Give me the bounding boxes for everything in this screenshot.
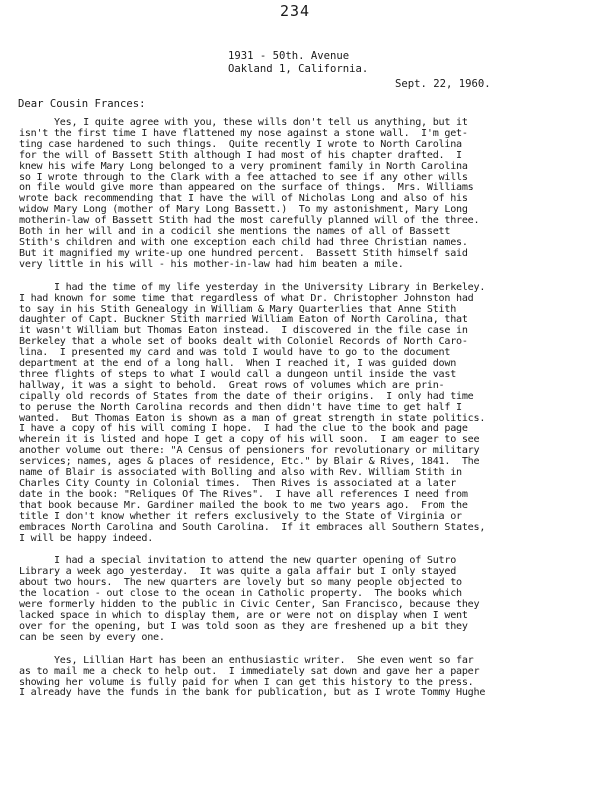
- text-line: title I don't know whether it refers exclusively to the State of Virginia or: [19, 510, 462, 522]
- text-line: motherin-law of Bassett Stith had the most carefully planned will of the three.: [19, 215, 480, 227]
- text-line: on file would give more than appeared on the surface of things. Mrs. Williams: [19, 182, 474, 194]
- text-line: Stith's children and with one exception each child had three Christian names.: [19, 236, 468, 248]
- text-line: showing her volume is fully paid for when I can get this history to the press.: [19, 676, 474, 688]
- text-line: it wasn't William but Thomas Eaton instead. I discovered in the file case in: [19, 325, 468, 337]
- text-line: embraces North Carolina and South Carolina. If it embraces all Southern States,: [19, 521, 486, 533]
- text-line: for the will of Bassett Stith although I had most of his chapter drafted. I: [19, 149, 462, 161]
- text-line: over for the opening, but I was told soon as they are freshened up a bit they: [19, 620, 468, 632]
- text-line: lacked space in which to display them, are or were not on display when I went: [19, 609, 468, 621]
- text-line: services; names, ages & places of residence, Etc." by Blair & Rives, 1841. The: [19, 456, 480, 468]
- paragraph: [19, 118, 604, 271]
- text-line: wrote back recommending that I have the will of Nicholas Long and also of his: [19, 193, 468, 205]
- text-line: I have a copy of his will coming I hope. I had the clue to the book and page: [19, 423, 468, 435]
- text-line: lina. I presented my card and was told I would have to go to the document: [19, 347, 451, 359]
- text-line: isn't the first time I have flattened my nose against a stone wall. I'm get-: [19, 127, 468, 139]
- text-line: wherein it is listed and hope I get a copy of his will soon. I am eager to see: [19, 434, 480, 446]
- text-line: as to mail me a check to help out. I immediately sat down and gave her a paper: [19, 665, 480, 677]
- text-line: another volume out there: "A Census of pensioners for revolutionary or military: [19, 445, 480, 457]
- text-line: Yes, I quite agree with you, these wills don't tell us anything, but it: [19, 117, 468, 128]
- text-line: Berkeley that a whole set of books dealt with Coloniel Records of North Caro-: [19, 336, 468, 348]
- text-line: cipally old records of States from the date of their origins. I only had time: [19, 390, 474, 402]
- text-line: date in the book: "Reliques Of The Rives". I have all references I need from: [19, 488, 468, 500]
- text-line: so I wrote through to the Clark with a fee attached to see if any other wills: [19, 171, 468, 183]
- text-line: Charles City County in Colonial times. Then Rives is associated at a later: [19, 478, 457, 489]
- text-line: Library a week ago yesterday. It was quite a gala affair but I only stayed: [19, 566, 457, 578]
- address-line-2: Oakland 1, California.: [228, 63, 369, 75]
- text-line: very little in his will - his mother-in-law had him beaten a mile.: [19, 258, 404, 270]
- text-line: Both in her will and in a codicil she mentions the names of all of Bassett: [19, 226, 451, 238]
- salutation: Dear Cousin Frances:: [18, 98, 146, 110]
- text-line: I had a special invitation to attend the new quarter opening of Sutro: [19, 555, 457, 567]
- sender-address: [228, 50, 368, 76]
- text-line: about two hours. The new quarters are lovely but so many people objected to: [19, 577, 462, 589]
- page-number: 234: [280, 2, 311, 20]
- text-line: Yes, Lillian Hart has been an enthusiastic writer. She even went so far: [19, 654, 474, 666]
- text-line: I had the time of my life yesterday in the University Library in Berkeley.: [19, 281, 486, 293]
- text-line: the location - out close to the ocean in Catholic property. The books which: [19, 588, 462, 600]
- text-line: daughter of Capt. Buckner Stith married William Eaton of North Carolina, that: [19, 314, 468, 326]
- text-line: widow Mary Long (mother of Mary Long Bassett.) To my astonishment, Mary Long: [19, 204, 468, 216]
- paragraph: [19, 556, 604, 643]
- text-line: wanted. But Thomas Eaton is shown as a man of great strength in state politics.: [19, 412, 486, 424]
- address-line-1: 1931 - 50th. Avenue: [228, 50, 350, 62]
- text-line: department at the end of a long hall. When I reached it, I was guided down: [19, 358, 457, 370]
- paragraph: [19, 656, 604, 700]
- text-line: to say in his Stith Genealogy in William & Mary Quarterlies that Anne Stith: [19, 303, 457, 315]
- text-line: three flights of steps to what I would call a dungeon until inside the vast: [19, 368, 457, 380]
- text-line: I will be happy indeed.: [19, 532, 154, 544]
- text-line: that book because Mr. Gardiner mailed the book to me two years ago. From the: [19, 499, 468, 511]
- letter-date: Sept. 22, 1960.: [395, 78, 491, 90]
- text-line: I already have the funds in the bank for publication, but as I wrote Tommy Hughe: [19, 687, 486, 699]
- text-line: But it magnified my write-up one hundred percent. Bassett Stith himself said: [19, 247, 468, 259]
- text-line: were formerly hidden to the public in Civic Center, San Francisco, because they: [19, 599, 480, 611]
- text-line: hallway, it was a sight to behold. Great rows of volumes which are prin-: [19, 379, 445, 391]
- letter-body: [19, 118, 604, 711]
- text-line: I had known for some time that regardless of what Dr. Christopher Johnston had: [19, 292, 474, 304]
- text-line: name of Blair is associated with Bolling and also with Rev. William Stith in: [19, 467, 462, 479]
- text-line: can be seen by every one.: [19, 631, 165, 643]
- text-line: ting case hardened to such things. Quite recently I wrote to North Carolina: [19, 138, 462, 150]
- text-line: knew his wife Mary Long belonged to a very prominent family in North Carolina: [19, 160, 468, 172]
- paragraph: [19, 283, 604, 545]
- text-line: to peruse the North Carolina records and then didn't have time to get half I: [19, 401, 462, 413]
